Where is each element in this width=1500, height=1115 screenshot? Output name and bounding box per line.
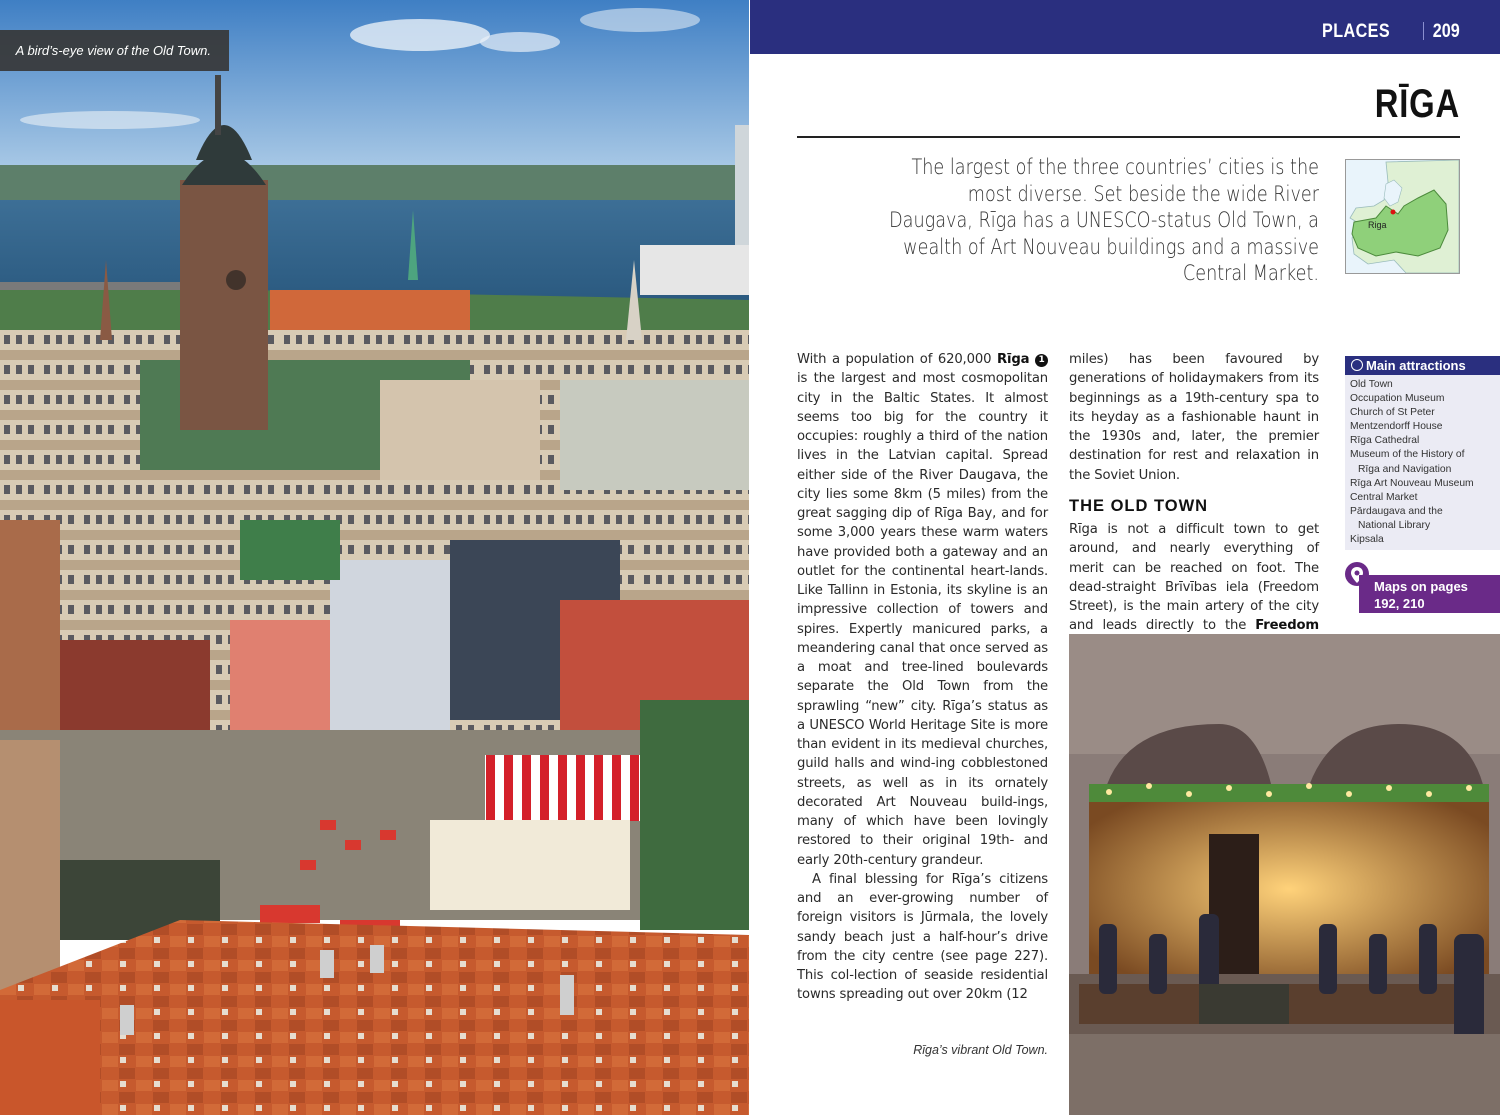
body-text: Rīga is not a difficult town to get around, and nearly everything of merit can be reached on foot. The dead-straight Brīvības iela (Freedom Street), is the main artery of the city and leads directly to the xyxy=(1069,522,1319,634)
attractions-icon xyxy=(1351,359,1363,371)
map-marker-badge: 1 xyxy=(1035,354,1048,367)
attractions-title: Main attractions xyxy=(1366,358,1466,373)
section-label: PLACES xyxy=(1321,21,1390,42)
attraction-item: National Library xyxy=(1358,519,1431,531)
body-column-1 xyxy=(797,350,1048,1005)
body-text: is the largest and most cosmopolitan city in the Baltic States. It almost seems too big for the country it occupies: roughly a third of the nation lives in the Latvian capital. Spread either side of the River Daugava, the city lies some 8km (5 miles) from the great sagging dip of Rīga Bay, and for some 3,000 years these warm waters have provided both a gateway and an outlet for the continental heart-lands. Like Tallinn in Estonia, its skyline is an impressive collection of towers and spires. Expertly manicured parks, a meandering canal that once served as a moat and tree-lined boulevards separate the Old Town from the sprawling “new” city. Rīga’s status as a UNESCO World Heritage Site is more than evident in its medieval churches, guild halls and wind-ing cobblestoned streets, as well as in its ornately decorated Art Nouveau build-ings, many of which have been lovingly restored to their original 19th- and early 20th-century grandeur. xyxy=(797,371,1048,868)
locator-map xyxy=(1345,159,1460,274)
intro-paragraph: The largest of the three countries’ cities is the most diverse. Set beside the wide River Daugava, Rīga has a UNESCO-status Old Town, a wealth of Art Nouveau buildings and a massive Central Market. xyxy=(889,155,1319,285)
body-text: With a population of 620,000 xyxy=(797,352,997,367)
freedom-monument-label: Freedom xyxy=(1255,618,1319,634)
title-divider xyxy=(797,136,1460,138)
map-label-riga: Riga xyxy=(1368,220,1387,230)
attraction-item: Pārdaugava and the xyxy=(1350,505,1443,517)
attraction-item: Rīga Art Nouveau Museum xyxy=(1350,477,1474,489)
cafe-photo xyxy=(1069,634,1500,1115)
attraction-item: Kipsala xyxy=(1350,534,1384,546)
attraction-item: Rīga and Navigation xyxy=(1358,463,1452,475)
attraction-item: Mentzendorff House xyxy=(1350,421,1443,433)
maps-pages: 192, 210 xyxy=(1374,596,1425,611)
main-attractions-box xyxy=(1345,356,1500,550)
attraction-item: Museum of the History of xyxy=(1350,449,1465,461)
attraction-item: Rīga Cathedral xyxy=(1350,435,1420,447)
page-title: RĪGA xyxy=(1374,82,1460,126)
aerial-photo-old-town xyxy=(0,0,749,1115)
maps-label: Maps on pages xyxy=(1374,579,1468,594)
section-heading-old-town: THE OLD TOWN xyxy=(1069,496,1209,515)
header-divider xyxy=(1423,22,1424,40)
maps-on-pages-box xyxy=(1359,575,1500,613)
page-number: 209 xyxy=(1433,21,1460,42)
city-name: Rīga xyxy=(996,352,1030,367)
attraction-item: Church of St Peter xyxy=(1350,407,1435,419)
attractions-list xyxy=(1345,375,1500,547)
running-header xyxy=(750,0,1500,54)
attraction-item: Occupation Museum xyxy=(1350,393,1445,405)
right-photo-caption: Rīga’s vibrant Old Town. xyxy=(913,1043,1048,1057)
attraction-item: Old Town xyxy=(1350,379,1393,390)
main-attractions-header xyxy=(1345,356,1500,375)
body-paragraph-2: A final blessing for Rīga’s citizens and an ever-growing number of foreign visitors is Jūrmala, the lovely sandy beach just a half-hour’s drive from the city centre (see page 227). This col-lection of seaside residential towns spreading out over 20km (12 xyxy=(797,871,1048,1003)
left-photo-caption: A bird’s-eye view of the Old Town. xyxy=(0,30,229,71)
body-paragraph-2-continued: miles) has been favoured by generations of holidaymakers from its beginnings as a 19th-century spa to its heyday as a fashionable haunt in the 1930s and, later, the premier destination for rest and relaxation in the Soviet Union. xyxy=(1069,352,1319,483)
attraction-item: Central Market xyxy=(1350,491,1418,503)
